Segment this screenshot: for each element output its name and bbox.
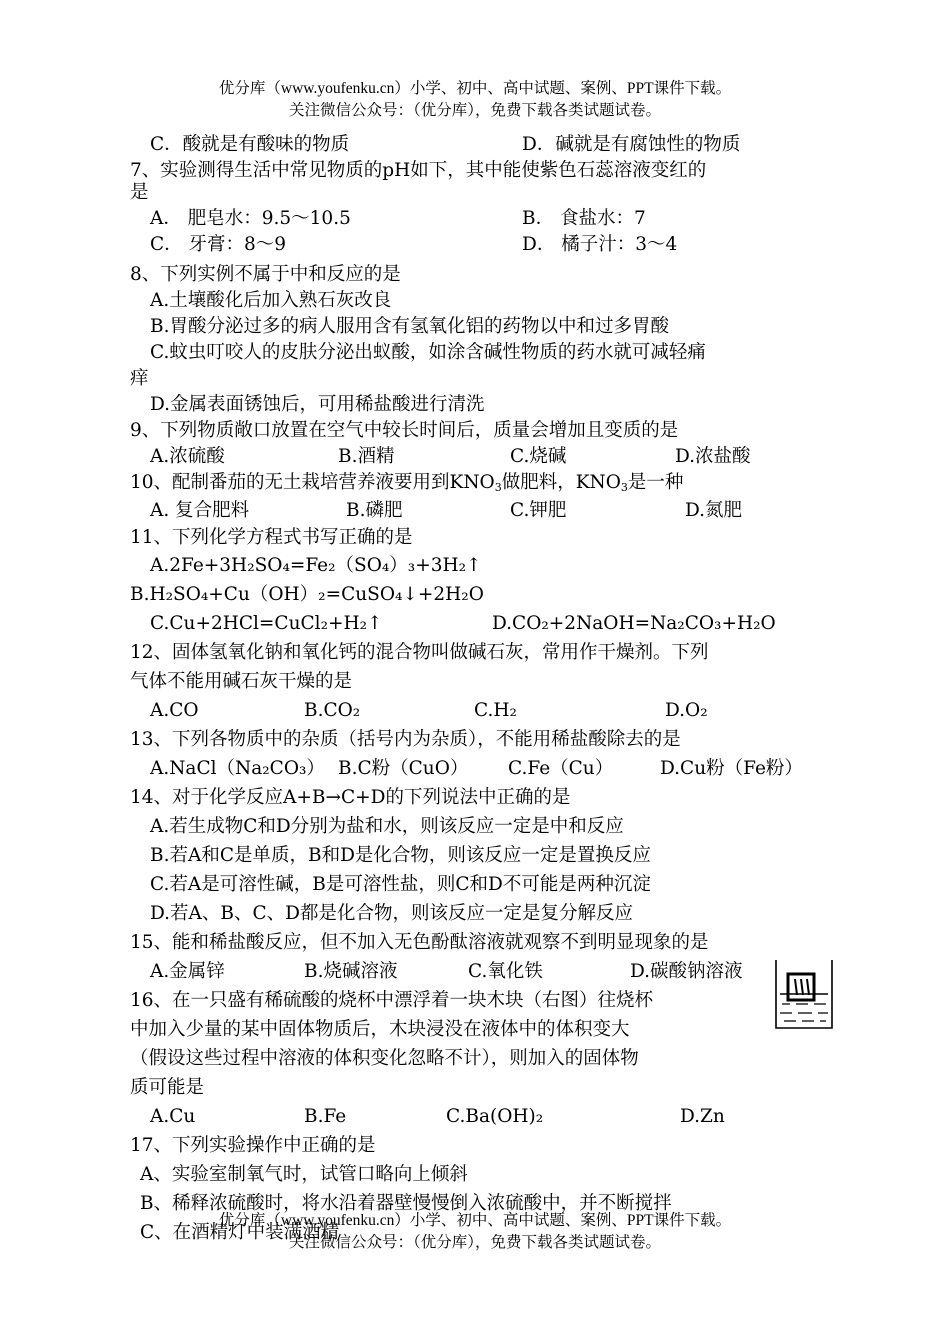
q8-stem: 8、下列实例不属于中和反应的是 xyxy=(130,264,401,285)
q15-option-c: C.氧化铁 xyxy=(468,961,543,982)
q11-option-d: D.CO₂+2NaOH=Na₂CO₃+H₂O xyxy=(492,613,776,634)
q10-option-b: B.磷肥 xyxy=(346,500,403,521)
q10-stem: 10、配制番茄的无土栽培营养液要用到$KNO_3$做肥料，$KNO_3$是一种 xyxy=(130,472,684,494)
q15-stem: 15、能和稀盐酸反应，但不加入无色酚酞溶液就观察不到明显现象的是 xyxy=(130,932,709,953)
q15-options xyxy=(130,957,820,986)
q6-option-c: C．酸就是有酸味的物质 xyxy=(150,134,350,155)
q7-option-a: A． 肥皂水：9.5～10.5 xyxy=(150,208,351,229)
q9-option-c: C.烧碱 xyxy=(510,446,567,467)
q9-option-a: A.浓硫酸 xyxy=(150,446,225,467)
q13-options xyxy=(130,754,820,783)
q9-option-b: B.酒精 xyxy=(338,446,395,467)
q14-option-d: D.若A、B、C、D都是化合物，则该反应一定是复分解反应 xyxy=(150,903,633,924)
q17-option-b: B、稀释浓硫酸时，将水沿着器壁慢慢倒入浓硫酸中，并不断搅拌 xyxy=(140,1193,672,1214)
q15-option-a: A.金属锌 xyxy=(150,961,225,982)
q16-option-d: D.Zn xyxy=(680,1106,725,1127)
q12-stem-line-1: 12、固体氢氧化钠和氧化钙的混合物叫做碱石灰，常用作干燥剂。下列 xyxy=(130,642,709,663)
q16-stem-line-2: 中加入少量的某中固体物质后，木块浸没在液体中的体积变大 xyxy=(130,1019,630,1040)
page-header xyxy=(0,78,950,122)
q14-option-b: B.若A和C是单质，B和D是化合物，则该反应一定是置换反应 xyxy=(150,845,651,866)
page-footer xyxy=(0,1210,950,1254)
q7-options-ab xyxy=(130,206,820,232)
q16-stem-line-4: 质可能是 xyxy=(130,1077,205,1098)
q15-option-d: D.碳酸钠溶液 xyxy=(630,961,743,982)
q13-option-d: D.Cu粉（Fe粉） xyxy=(660,758,803,779)
header-line-1: 优分库（www.youfenku.cn）小学、初中、高中试题、案例、PPT课件下载。 xyxy=(218,80,732,97)
q16-stem-line-1: 16、在一只盛有稀硫酸的烧杯中漂浮着一块木块（右图）往烧杯 xyxy=(130,990,654,1011)
q9-options xyxy=(130,444,820,470)
beaker-with-wood-block-figure xyxy=(774,958,836,1032)
q10-options xyxy=(130,496,820,525)
q8-option-d: D.金属表面锈蚀后，可用稀盐酸进行清洗 xyxy=(150,394,485,415)
q13-stem: 13、下列各物质中的杂质（括号内为杂质），不能用稀盐酸除去的是 xyxy=(130,729,681,750)
q17-stem: 17、下列实验操作中正确的是 xyxy=(130,1135,376,1156)
q15-option-b: B.烧碱溶液 xyxy=(304,961,398,982)
q8-option-c-line-2: 痒 xyxy=(130,368,149,389)
q14-option-c: C.若A是可溶性碱，B是可溶性盐，则C和D不可能是两种沉淀 xyxy=(150,874,651,895)
q16-option-c: C.Ba(OH)₂ xyxy=(446,1106,544,1127)
footer-line-1: 优分库（www.youfenku.cn）小学、初中、高中试题、案例、PPT课件下载。 xyxy=(218,1212,732,1229)
q12-option-c: C.H₂ xyxy=(474,700,517,721)
question-content xyxy=(130,132,820,1247)
q16-option-a: A.Cu xyxy=(150,1106,196,1127)
q7-stem-line-2: 是 xyxy=(130,182,149,203)
q9-stem: 9、下列物质敞口放置在空气中较长时间后，质量会增加且变质的是 xyxy=(130,420,679,441)
q9-option-d: D.浓盐酸 xyxy=(675,446,751,467)
q12-option-a: A.CO xyxy=(150,700,199,721)
q7-option-c: C． 牙膏：8～9 xyxy=(150,234,287,255)
q13-option-c: C.Fe（Cu） xyxy=(508,758,614,779)
q11-option-b: B.H₂SO₄+Cu（OH）₂=CuSO₄↓+2H₂O xyxy=(130,584,484,605)
q8-option-c-line-1: C.蚊虫叮咬人的皮肤分泌出蚁酸，如涂含碱性物质的药水就可减轻痛 xyxy=(150,342,706,363)
footer-line-2: 关注微信公众号：（优分库），免费下载各类试题试卷。 xyxy=(288,1234,661,1251)
q12-options xyxy=(130,696,820,725)
q14-option-a: A.若生成物C和D分别为盐和水，则该反应一定是中和反应 xyxy=(150,816,624,837)
q7-option-b: B． 食盐水：7 xyxy=(522,208,646,229)
q7-stem-line-1: 7、实验测得生活中常见物质的pH如下，其中能使紫色石蕊溶液变红的 xyxy=(130,160,707,181)
q8-option-b: B.胃酸分泌过多的病人服用含有氢氧化铝的药物以中和过多胃酸 xyxy=(150,316,669,337)
q16-option-b: B.Fe xyxy=(304,1106,347,1127)
q7-option-d: D． 橘子汁：3～4 xyxy=(522,234,678,255)
q17-option-a: A、实验室制氧气时，试管口略向上倾斜 xyxy=(140,1164,468,1185)
header-line-2: 关注微信公众号：（优分库），免费下载各类试题试卷。 xyxy=(288,102,661,119)
q16-options xyxy=(130,1102,820,1131)
q16-stem-line-3: （假设这些过程中溶液的体积变化忽略不计），则加入的固体物 xyxy=(130,1048,639,1069)
q8-option-a: A.土壤酸化后加入熟石灰改良 xyxy=(150,290,392,311)
q10-option-c: C.钾肥 xyxy=(510,500,567,521)
q10-option-d: D.氮肥 xyxy=(685,500,743,521)
q17-option-c: C、在酒精灯中装满酒精 xyxy=(140,1222,340,1243)
q6-option-d: D．碱就是有腐蚀性的物质 xyxy=(522,134,741,155)
q11-option-a: A.2Fe+3H₂SO₄=Fe₂（SO₄）₃+3H₂↑ xyxy=(150,555,482,576)
q12-stem-line-2: 气体不能用碱石灰干燥的是 xyxy=(130,671,353,692)
q10-option-a: A. 复合肥料 xyxy=(150,500,250,521)
q6-options-cd xyxy=(130,132,820,158)
q12-option-d: D.O₂ xyxy=(665,700,708,721)
q14-stem: 14、对于化学反应A+B→C+D的下列说法中正确的是 xyxy=(130,787,571,808)
q11-stem: 11、下列化学方程式书写正确的是 xyxy=(130,527,413,548)
q7-options-cd xyxy=(130,232,820,262)
q11-option-c: C.Cu+2HCl=CuCl₂+H₂↑ xyxy=(150,613,383,634)
q13-option-b: B.C粉（CuO） xyxy=(338,758,469,779)
q13-option-a: A.NaCl（Na₂CO₃） xyxy=(150,758,325,779)
q11-options-cd xyxy=(130,609,820,638)
q12-option-b: B.CO₂ xyxy=(304,700,361,721)
